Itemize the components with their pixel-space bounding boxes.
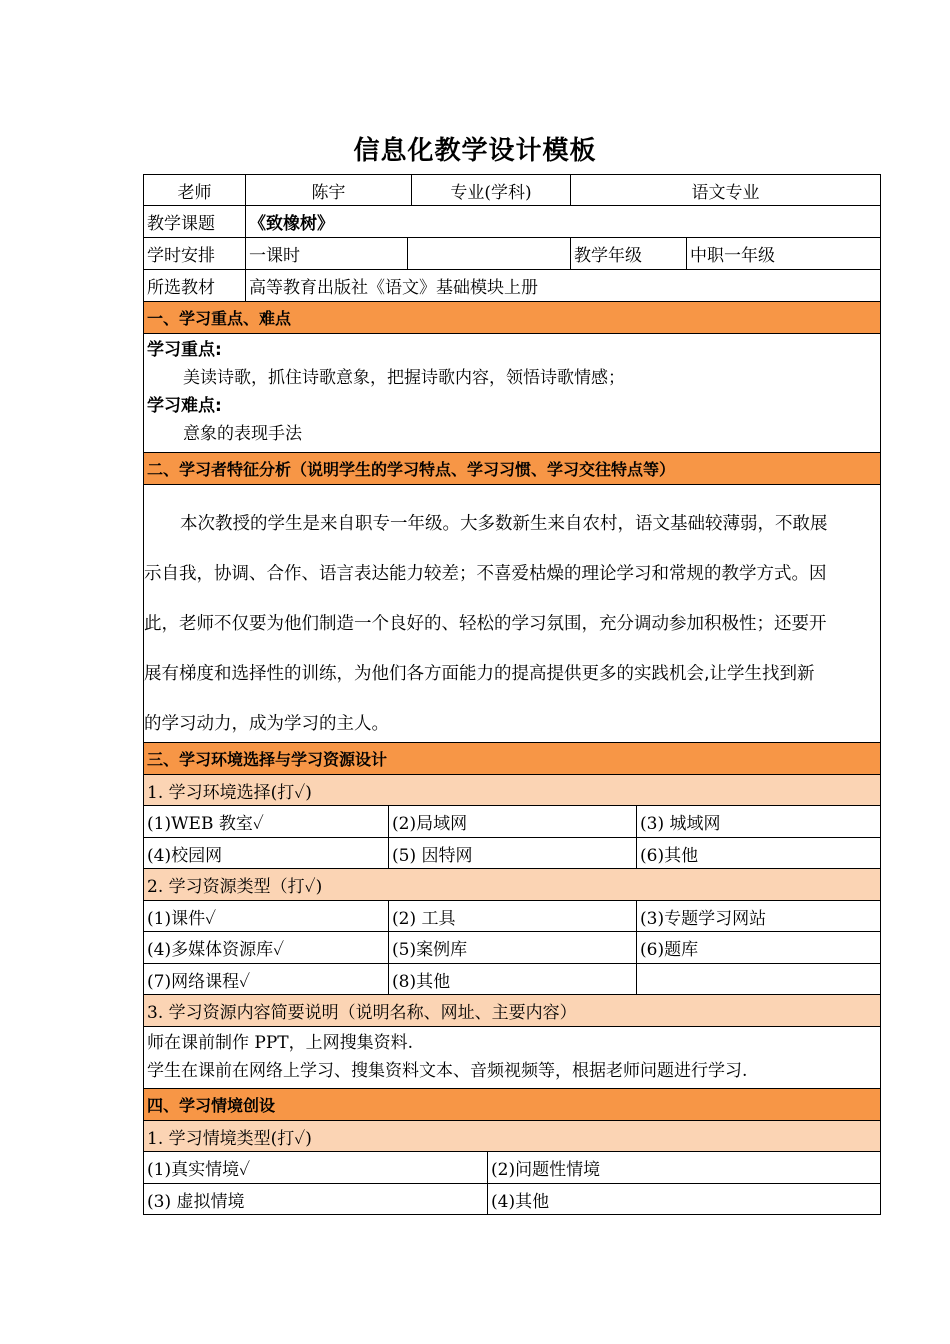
- res-option: (2) 工具: [389, 901, 637, 931]
- major-value: 语文专业: [691, 182, 760, 203]
- analysis-line: 本次教授的学生是来自职专一年级。大多数新生来自农村，语文基础较薄弱，不敢展: [180, 514, 828, 534]
- situation-options-row: [143, 1184, 881, 1215]
- situation-option: (2)问题性情境: [491, 1160, 601, 1180]
- situation-option: (4)其他: [491, 1191, 550, 1212]
- analysis-line: 示自我，协调、合作、语言表达能力较差；不喜爱枯燥的理论学习和常规的教学方式。因: [144, 564, 827, 584]
- design-table: [143, 174, 881, 1215]
- env-option: (4)校园网: [144, 838, 389, 868]
- textbook-value: 高等教育出版社《语文》基础模块上册: [249, 278, 538, 298]
- section3-heading: 三、学习环境选择与学习资源设计: [144, 743, 880, 774]
- section2-heading: 二、学习者特征分析（说明学生的学习特点、学习习惯、学习交往特点等）: [144, 453, 880, 484]
- content-line: 师在课前制作 PPT，上网搜集资料.: [147, 1033, 414, 1053]
- textbook-label: 所选教材: [144, 270, 246, 301]
- analysis-line: 的学习动力，成为学习的主人。: [144, 714, 389, 734]
- learner-analysis: [144, 485, 880, 742]
- section1-body: [143, 334, 881, 453]
- major-label: 专业(学科): [412, 175, 571, 205]
- section2-body: [143, 485, 881, 743]
- content-heading-row: [143, 995, 881, 1027]
- hours-empty: [408, 238, 571, 269]
- section4-heading-row: [143, 1089, 881, 1121]
- situation-heading: 1. 学习情境类型(打✓): [144, 1121, 880, 1151]
- res-option: (7)网络课程✓: [144, 964, 389, 994]
- analysis-line: 展有梯度和选择性的训练，为他们各方面能力的提高提供更多的实践机会,让学生找到新: [144, 664, 815, 684]
- res-heading: 2. 学习资源类型（打✓): [144, 869, 880, 900]
- situation-option: (3) 虚拟情境: [144, 1184, 488, 1214]
- info-row-topic: [143, 206, 881, 238]
- res-option: (3)专题学习网站: [640, 908, 767, 929]
- env-options-row: [143, 838, 881, 869]
- info-row-hours: [143, 238, 881, 270]
- analysis-line: 此，老师不仅要为他们制造一个良好的、轻松的学习氛围，充分调动参加积极性；还要开: [144, 614, 827, 634]
- res-option: (4)多媒体资源库✓: [144, 932, 389, 963]
- content-heading: 3. 学习资源内容简要说明（说明名称、网址、主要内容）: [144, 995, 880, 1026]
- grade-label: 教学年级: [571, 238, 687, 269]
- res-options-row: [143, 932, 881, 964]
- res-option: (6)题库: [640, 940, 699, 960]
- env-option: (5) 因特网: [389, 838, 637, 868]
- difficult-point-text: 意象的表现手法: [183, 424, 302, 444]
- env-option: (3) 城域网: [640, 814, 721, 834]
- situation-option: (1)真实情境✓: [144, 1152, 488, 1183]
- section3-heading-row: [143, 743, 881, 775]
- env-option: (6)其他: [640, 845, 699, 866]
- difficult-point-label: 学习难点:: [147, 396, 222, 416]
- info-row-textbook: [143, 270, 881, 302]
- teacher-label: 老师: [144, 175, 246, 205]
- res-option: (1)课件✓: [144, 901, 389, 931]
- res-option: (5)案例库: [389, 932, 637, 963]
- content-body: [143, 1027, 881, 1089]
- section4-heading: 四、学习情境创设: [144, 1089, 880, 1120]
- env-heading-row: [143, 775, 881, 806]
- section1-heading: 一、学习重点、难点: [144, 302, 880, 333]
- env-option: (1)WEB 教室✓: [144, 806, 389, 837]
- situation-heading-row: [143, 1121, 881, 1152]
- env-options-row: [143, 806, 881, 838]
- section1-heading-row: [143, 302, 881, 334]
- grade-value: 中职一年级: [690, 246, 775, 266]
- res-options-row: [143, 901, 881, 932]
- res-heading-row: [143, 869, 881, 901]
- res-options-row: [143, 964, 881, 995]
- content-line: 学生在课前在网络上学习、搜集资料文本、音频视频等，根据老师问题进行学习.: [147, 1061, 748, 1081]
- page-title: 信息化教学设计模板: [353, 136, 597, 166]
- hours-label: 学时安排: [144, 238, 246, 269]
- topic-label: 教学课题: [144, 206, 246, 237]
- env-option: (2)局域网: [389, 806, 637, 837]
- info-row-teacher: [143, 174, 881, 206]
- key-point-text: 美读诗歌，抓住诗歌意象，把握诗歌内容，领悟诗歌情感；: [183, 368, 625, 388]
- section2-heading-row: [143, 453, 881, 485]
- situation-options-row: [143, 1152, 881, 1184]
- res-option-empty: [637, 964, 880, 994]
- topic-value: 《致橡树》: [249, 214, 334, 234]
- key-point-label: 学习重点:: [147, 340, 222, 360]
- teacher-value: 陈宇: [246, 175, 412, 205]
- hours-value: 一课时: [246, 238, 408, 269]
- res-option: (8)其他: [389, 964, 637, 994]
- env-heading: 1. 学习环境选择(打✓): [144, 775, 880, 805]
